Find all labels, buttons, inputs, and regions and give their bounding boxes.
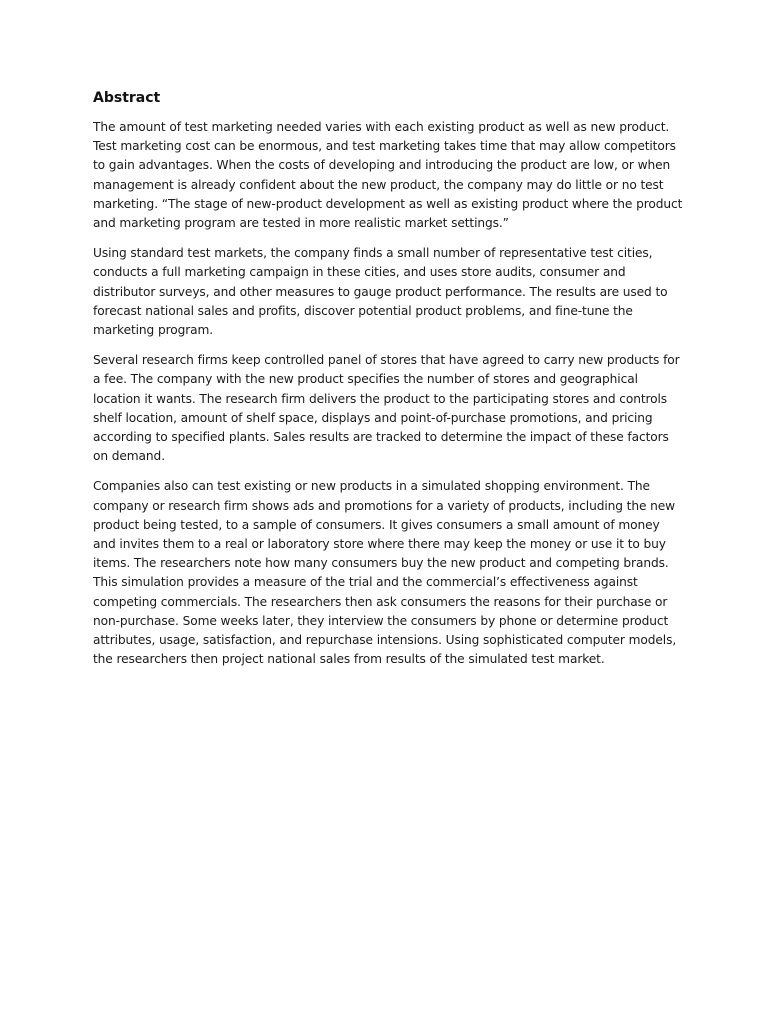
paragraph-1: The amount of test marketing needed varies with each existing product as well as new product. Test marketing cost can be enormous, and test marketing takes time that may allow competitors to gain advantages. When the costs of developing and introducing the product are low, or when management is already confident about the new product, the company may do little or no test marketing. “The stage of new-product development as well as existing product where the product and marketing program are tested in more realistic market settings.”	[93, 120, 683, 231]
document-body	[93, 88, 683, 680]
paragraph-3: Several research firms keep controlled panel of stores that have agreed to carry new products for a fee. The company with the new product specifies the number of stores and geographical location it wants. The research firm delivers the product to the participating stores and controls shelf location, amount of shelf space, displays and point-of-purchase promotions, and pricing according to specified plants. Sales results are tracked to determine the impact of these factors on demand.	[93, 353, 680, 464]
paragraph-4: Companies also can test existing or new products in a simulated shopping environment. The company or research firm shows ads and promotions for a variety of products, including the new product being tested, to a sample of consumers. It gives consumers a small amount of money and invites them to a real or laboratory store where there may keep the money or use it to buy items. The researchers note how many consumers buy the new product and competing brands. This simulation provides a measure of the trial and the commercial’s effectiveness against competing commercials. The researchers then ask consumers the reasons for their purchase or non-purchase. Some weeks later, they interview the consumers by phone or determine product attributes, usage, satisfaction, and repurchase intensions. Using sophisticated computer models, the researchers then project national sales from results of the simulated test market.	[93, 479, 677, 667]
paragraph-2: Using standard test markets, the company finds a small number of representative test cities, conducts a full marketing campaign in these cities, and uses store audits, consumer and distributor surveys, and other measures to gauge product performance. The results are used to forecast national sales and profits, discover potential product problems, and fine-tune the marketing program.	[93, 246, 668, 338]
section-heading: Abstract	[93, 90, 161, 106]
